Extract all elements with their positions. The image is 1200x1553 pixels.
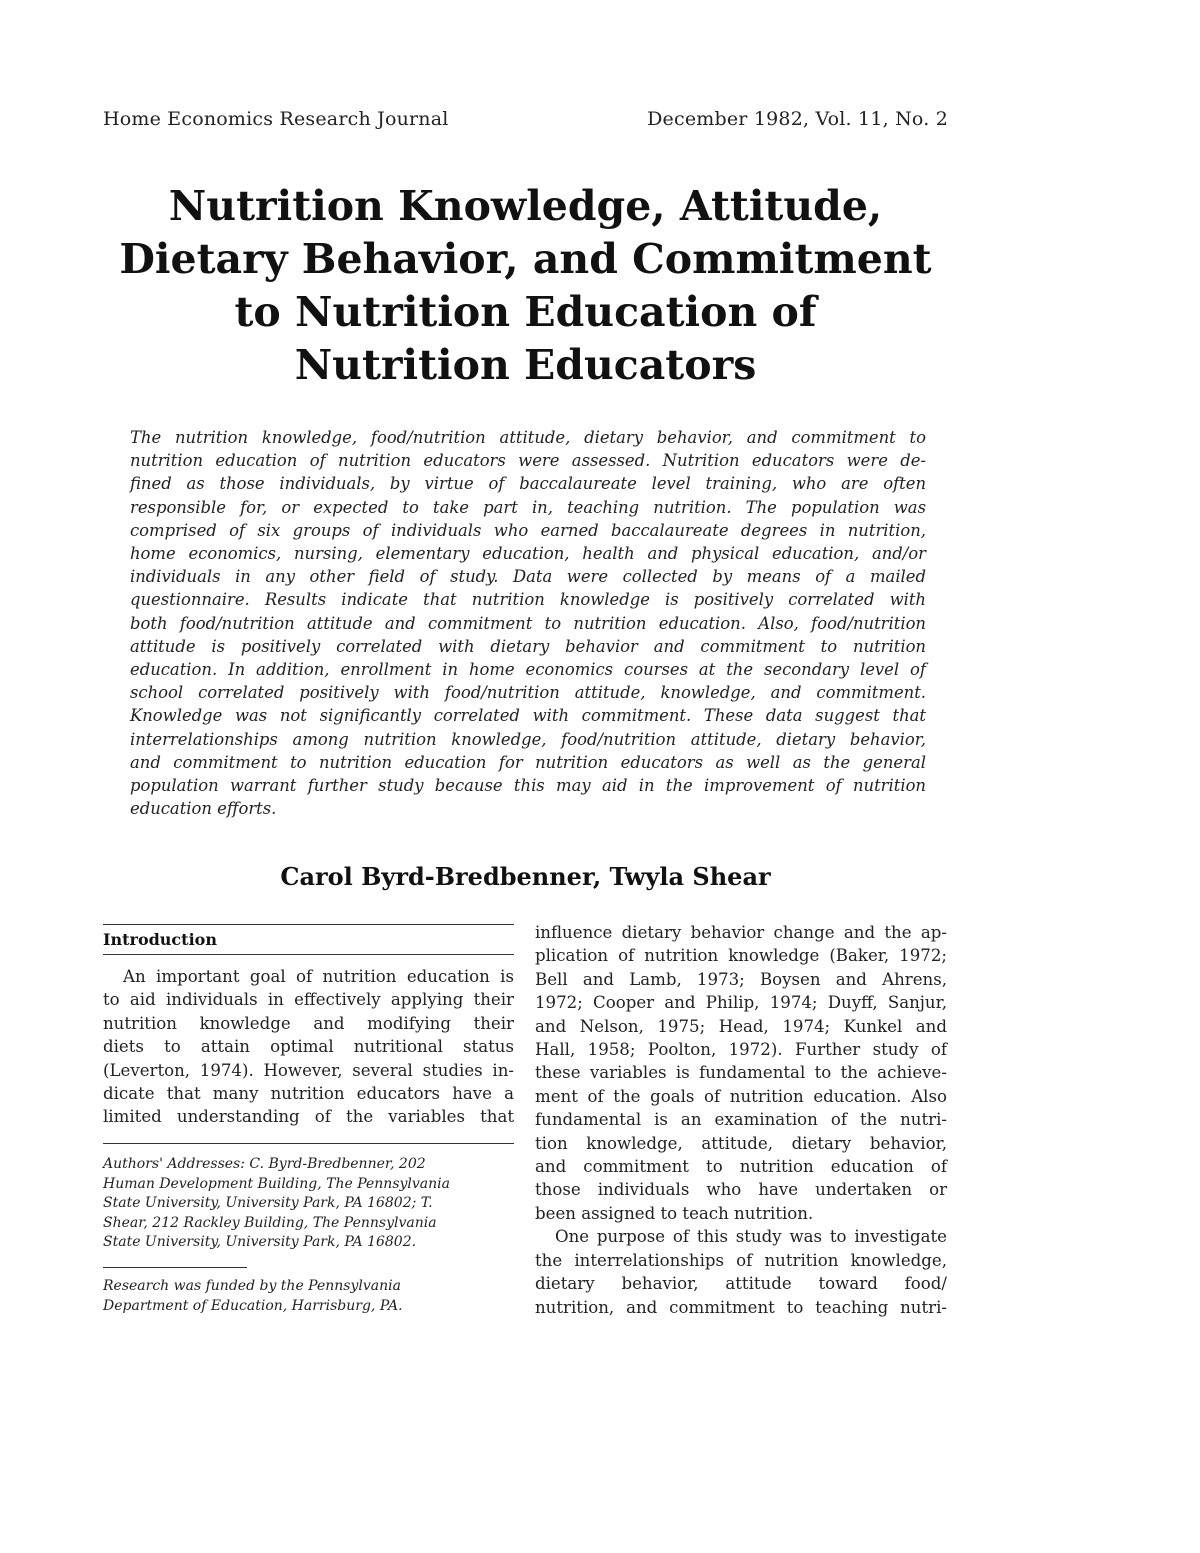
footnote-divider — [103, 1267, 247, 1268]
abstract-line: Knowledge was not significantly correlated with commitment. These data suggest that — [130, 706, 926, 726]
abstract-line: The nutrition knowledge, food/nutrition attitude, dietary behavior, and commitment to — [130, 428, 926, 447]
text-line: and Nelson, 1975; Head, 1974; Kunkel and — [535, 1016, 947, 1036]
abstract-line: attitude is positively correlated with dietary behavior and commitment to nutrition — [130, 636, 926, 656]
abstract-line: questionnaire. Results indicate that nutrition knowledge is positively correlated with — [130, 590, 926, 610]
abstract-line: fined as those individuals, by virtue of baccalaureate level training, who are often — [130, 474, 926, 494]
left-column-text — [103, 965, 514, 1129]
text-line: fundamental is an examination of the nutri- — [535, 1110, 947, 1130]
author-byline: Carol Byrd-Bredbenner, Twyla Shear — [280, 862, 771, 891]
divider — [103, 924, 514, 925]
divider — [103, 954, 514, 955]
text-line: these variables is fundamental to the achieve- — [535, 1063, 947, 1083]
text-line: to aid individuals in effectively applying their — [103, 990, 514, 1010]
abstract-line: individuals in any other field of study. Data were collected by means of a mailed — [130, 567, 926, 587]
abstract-line: school correlated positively with food/nutrition attitude, knowledge, and commitment. — [130, 683, 926, 703]
note-line: Authors' Addresses: C. Byrd-Bredbenner, 202 — [103, 1156, 426, 1172]
text-line: tion knowledge, attitude, dietary behavior, — [535, 1133, 947, 1153]
abstract-line: both food/nutrition attitude and commitment to nutrition education. Also, food/nutrition — [130, 613, 926, 633]
abstract-line: population warrant further study because this may aid in the improvement of nutrition — [130, 776, 926, 796]
text-line: 1972; Cooper and Philip, 1974; Duyff, Sanjur, — [535, 993, 947, 1013]
funding-note — [103, 1277, 463, 1316]
text-line: One purpose of this study was to investigate — [555, 1227, 947, 1247]
article-title — [103, 180, 948, 392]
abstract-line: education. In addition, enrollment in home economics courses at the secondary level of — [130, 660, 926, 680]
text-line: dietary behavior, attitude toward food/ — [535, 1274, 947, 1294]
abstract-line: responsible for, or expected to take part in, teaching nutrition. The population was — [130, 497, 926, 517]
text-line: plication of nutrition knowledge (Baker, 1972; — [535, 946, 947, 966]
text-line: An important goal of nutrition education is — [123, 967, 514, 986]
title-line: Dietary Behavior, and Commitment — [119, 235, 932, 283]
note-line: Human Development Building, The Pennsylvania — [103, 1175, 450, 1192]
journal-name: Home Economics Research Journal — [103, 108, 449, 130]
text-line: those individuals who have undertaken or — [535, 1180, 947, 1200]
right-column-text — [535, 921, 947, 1319]
text-line: (Leverton, 1974). However, several studies in- — [103, 1060, 514, 1080]
note-line: Department of Education, Harrisburg, PA. — [103, 1297, 403, 1314]
abstract-line: interrelationships among nutrition knowledge, food/nutrition attitude, dietary behavior, — [130, 729, 926, 749]
title-line: Nutrition Knowledge, Attitude, — [168, 182, 883, 230]
abstract-line: home economics, nursing, elementary education, health and physical education, and/or — [130, 544, 926, 564]
title-line: Nutrition Educators — [294, 341, 757, 389]
abstract-line: and commitment to nutrition education for nutrition educators as well as the general — [130, 752, 926, 772]
text-line: Bell and Lamb, 1973; Boysen and Ahrens, — [535, 969, 947, 989]
title-line: to Nutrition Education of — [234, 288, 817, 336]
issue-info: December 1982, Vol. 11, No. 2 — [647, 108, 948, 130]
text-line: been assigned to teach nutrition. — [535, 1203, 814, 1223]
text-line: diets to attain optimal nutritional status — [103, 1037, 514, 1057]
text-line: influence dietary behavior change and the ap- — [535, 923, 947, 942]
text-line: the interrelationships of nutrition knowledge, — [535, 1250, 947, 1270]
text-line: Hall, 1958; Poolton, 1972). Further study of — [535, 1040, 947, 1060]
abstract-line: nutrition education of nutrition educators were assessed. Nutrition educators were de- — [130, 451, 926, 471]
text-line: limited understanding of the variables that — [103, 1107, 514, 1127]
text-line: and commitment to nutrition education of — [535, 1157, 947, 1177]
text-line: ment of the goals of nutrition education. Also — [535, 1086, 947, 1106]
note-line: Shear, 212 Rackley Building, The Pennsylvania — [103, 1214, 437, 1231]
abstract-line: comprised of six groups of individuals who earned baccalaureate degrees in nutrition, — [130, 520, 926, 540]
note-line: State University, University Park, PA 16802; T. — [103, 1195, 433, 1212]
text-line: nutrition knowledge and modifying their — [103, 1013, 514, 1033]
section-heading: Introduction — [103, 930, 217, 949]
text-line: dicate that many nutrition educators have a — [103, 1084, 514, 1104]
note-line: State University, University Park, PA 16802. — [103, 1234, 417, 1251]
author-addresses-note — [103, 1155, 463, 1253]
note-line: Research was funded by the Pennsylvania — [103, 1278, 401, 1294]
footnote-divider — [103, 1143, 514, 1144]
text-line: nutrition, and commitment to teaching nutri- — [535, 1297, 947, 1317]
abstract-line: education efforts. — [130, 799, 277, 819]
abstract — [130, 426, 926, 820]
